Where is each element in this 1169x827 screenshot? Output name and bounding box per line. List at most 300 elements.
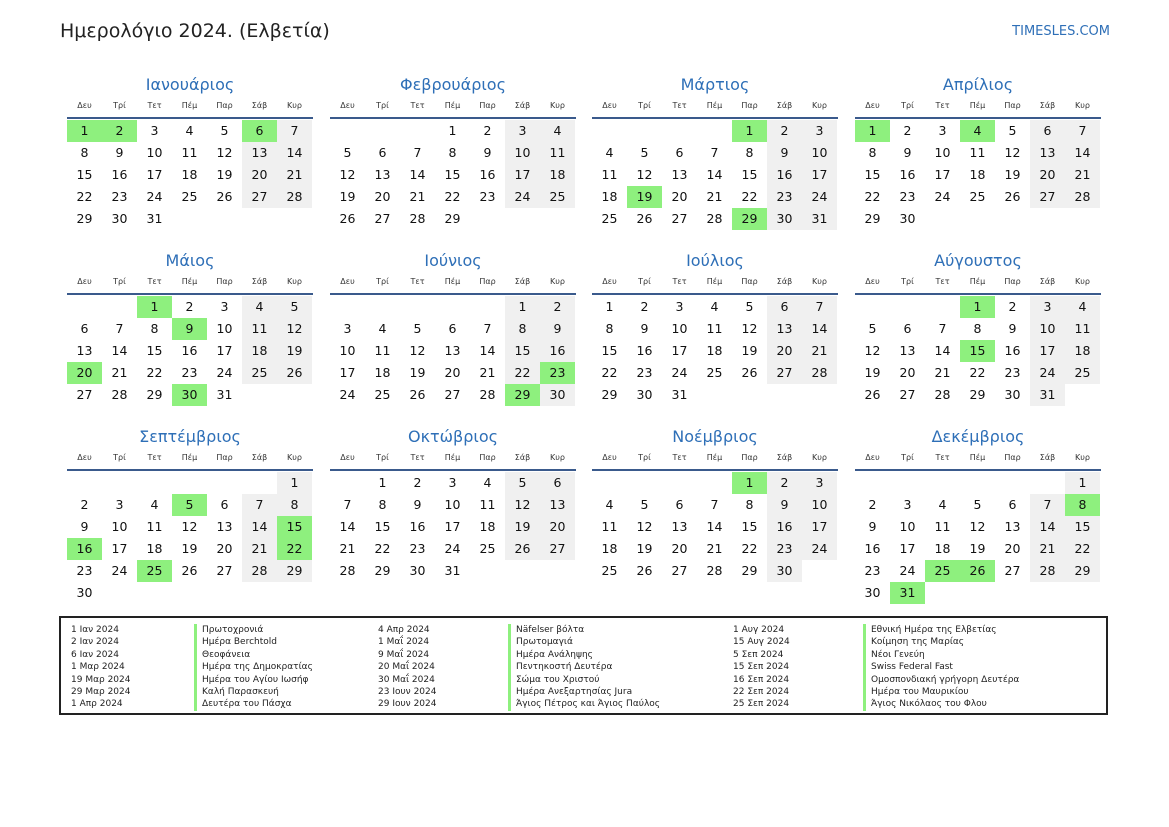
day-cell: 5 bbox=[1008, 123, 1017, 138]
day-cell: 7 bbox=[242, 494, 277, 516]
day-cell: 7 bbox=[343, 497, 352, 512]
day-cell: 8 bbox=[973, 321, 982, 336]
month-block bbox=[330, 426, 576, 582]
weekday-label: Πέμ bbox=[706, 453, 723, 462]
weekday-header bbox=[592, 275, 838, 295]
weekday-label: Τετ bbox=[410, 453, 425, 462]
day-cell: 19 bbox=[969, 541, 986, 556]
day-cell: 24 bbox=[1030, 362, 1065, 384]
day-cell: 28 bbox=[802, 362, 837, 384]
day-cell: 3 bbox=[802, 120, 837, 142]
day-cell: 29 bbox=[1065, 560, 1100, 582]
day-cell: 23 bbox=[409, 541, 426, 556]
empty-cell bbox=[330, 120, 365, 142]
empty-cell bbox=[855, 296, 890, 318]
day-cell: 12 bbox=[277, 318, 312, 340]
day-grid bbox=[855, 296, 1101, 406]
weekday-label: Κυρ bbox=[550, 277, 565, 286]
day-cell: 12 bbox=[864, 343, 881, 358]
weekday-header bbox=[67, 99, 313, 119]
day-cell: 29 bbox=[969, 387, 986, 402]
day-cell: 21 bbox=[111, 365, 128, 380]
day-cell: 15 bbox=[601, 343, 618, 358]
holiday-date: 25 Σεπ 2024 bbox=[733, 699, 790, 710]
weekday-label: Πέμ bbox=[181, 453, 198, 462]
day-cell: 21 bbox=[706, 189, 723, 204]
weekday-label: Τρί bbox=[376, 453, 389, 462]
day-cell: 25 bbox=[181, 189, 198, 204]
day-cell: 28 bbox=[1065, 186, 1100, 208]
weekday-label: Τετ bbox=[410, 101, 425, 110]
day-cell: 12 bbox=[1004, 145, 1021, 160]
day-cell: 4 bbox=[938, 497, 947, 512]
day-cell: 1 bbox=[448, 123, 457, 138]
holiday-name: Καλή Παρασκευή bbox=[194, 686, 313, 698]
holiday-day-cell: 19 bbox=[627, 186, 662, 208]
month-block bbox=[855, 74, 1101, 230]
day-cell: 14 bbox=[1030, 516, 1065, 538]
day-cell: 13 bbox=[444, 343, 461, 358]
holiday-date: 1 Ιαν 2024 bbox=[71, 625, 119, 635]
day-cell: 10 bbox=[802, 142, 837, 164]
day-cell: 17 bbox=[444, 519, 461, 534]
day-cell: 2 bbox=[185, 299, 194, 314]
month-name: Αύγουστος bbox=[934, 251, 1022, 270]
day-cell: 31 bbox=[671, 387, 688, 402]
weekday-label: Παρ bbox=[1004, 277, 1021, 286]
weekday-header bbox=[67, 451, 313, 471]
day-cell: 8 bbox=[277, 494, 312, 516]
day-cell: 27 bbox=[671, 211, 688, 226]
day-cell: 15 bbox=[505, 340, 540, 362]
day-cell: 31 bbox=[146, 211, 163, 226]
day-cell: 23 bbox=[479, 189, 496, 204]
day-cell: 11 bbox=[374, 343, 391, 358]
empty-cell bbox=[242, 472, 277, 494]
day-cell: 18 bbox=[479, 519, 496, 534]
empty-cell bbox=[627, 120, 662, 142]
month-name: Σεπτέμβριος bbox=[139, 427, 241, 446]
empty-cell bbox=[330, 472, 365, 494]
holiday-date: 4 Απρ 2024 bbox=[378, 625, 430, 635]
holiday-name: Άγιος Πέτρος και Άγιος Παύλος bbox=[508, 698, 660, 710]
weekday-label: Κυρ bbox=[812, 453, 827, 462]
holiday-day-cell: 1 bbox=[960, 296, 995, 318]
weekday-label: Σάβ bbox=[514, 101, 531, 110]
day-cell: 1 bbox=[505, 296, 540, 318]
weekday-label: Πέμ bbox=[181, 277, 198, 286]
day-cell: 25 bbox=[969, 189, 986, 204]
weekday-label: Κυρ bbox=[1075, 277, 1090, 286]
day-cell: 27 bbox=[76, 387, 93, 402]
day-cell: 17 bbox=[111, 541, 128, 556]
holiday-date: 15 Σεπ 2024 bbox=[733, 662, 790, 673]
holiday-day-cell: 31 bbox=[890, 582, 925, 604]
holiday-day-cell: 30 bbox=[172, 384, 207, 406]
weekday-header bbox=[592, 451, 838, 471]
day-cell: 15 bbox=[741, 167, 758, 182]
empty-cell bbox=[960, 472, 995, 494]
day-cell: 12 bbox=[636, 167, 653, 182]
day-cell: 12 bbox=[216, 145, 233, 160]
weekday-label: Δευ bbox=[602, 101, 617, 110]
day-cell: 21 bbox=[479, 365, 496, 380]
day-cell: 20 bbox=[374, 189, 391, 204]
page-title: Ημερολόγιο 2024. (Ελβετία) bbox=[60, 20, 330, 42]
day-cell: 2 bbox=[868, 497, 877, 512]
day-cell: 18 bbox=[540, 164, 575, 186]
day-cell: 15 bbox=[444, 167, 461, 182]
weekday-label: Τετ bbox=[935, 453, 950, 462]
day-cell: 24 bbox=[802, 538, 837, 560]
day-cell: 5 bbox=[277, 296, 312, 318]
weekday-label: Τρί bbox=[638, 453, 651, 462]
holiday-day-cell: 9 bbox=[172, 318, 207, 340]
day-grid bbox=[592, 296, 838, 406]
month-name: Νοέμβριος bbox=[672, 427, 758, 446]
day-cell: 7 bbox=[802, 296, 837, 318]
holiday-day-cell: 23 bbox=[540, 362, 575, 384]
day-cell: 27 bbox=[671, 563, 688, 578]
weekday-label: Τρί bbox=[113, 277, 126, 286]
day-cell: 20 bbox=[899, 365, 916, 380]
day-cell: 11 bbox=[706, 321, 723, 336]
day-cell: 22 bbox=[741, 541, 758, 556]
day-cell: 26 bbox=[636, 211, 653, 226]
day-cell: 17 bbox=[1030, 340, 1065, 362]
day-cell: 6 bbox=[1008, 497, 1017, 512]
day-cell: 11 bbox=[479, 497, 496, 512]
day-cell: 5 bbox=[640, 497, 649, 512]
day-cell: 2 bbox=[903, 123, 912, 138]
weekday-label: Παρ bbox=[741, 277, 758, 286]
day-cell: 18 bbox=[934, 541, 951, 556]
holiday-date: 1 Απρ 2024 bbox=[71, 699, 123, 710]
day-cell: 22 bbox=[505, 362, 540, 384]
holiday-day-cell: 15 bbox=[277, 516, 312, 538]
month-block bbox=[67, 74, 313, 230]
day-cell: 24 bbox=[934, 189, 951, 204]
weekday-label: Σάβ bbox=[514, 277, 531, 286]
weekday-label: Σάβ bbox=[776, 453, 793, 462]
month-name: Φεβρουάριος bbox=[400, 75, 506, 94]
holiday-name: Ημέρα Ανάληψης bbox=[508, 649, 660, 661]
day-cell: 23 bbox=[76, 563, 93, 578]
empty-cell bbox=[137, 472, 172, 494]
month-name: Μάρτιος bbox=[680, 75, 750, 94]
holiday-name: Ημέρα του Αγίου Ιωσήφ bbox=[194, 674, 313, 686]
legend-name-column bbox=[194, 624, 313, 711]
day-cell: 9 bbox=[767, 494, 802, 516]
day-cell: 10 bbox=[444, 497, 461, 512]
day-cell: 7 bbox=[1030, 494, 1065, 516]
holiday-date: 1 Μαρ 2024 bbox=[71, 662, 125, 673]
day-cell: 24 bbox=[505, 186, 540, 208]
weekday-label: Τρί bbox=[901, 453, 914, 462]
day-cell: 22 bbox=[76, 189, 93, 204]
weekday-label: Κυρ bbox=[812, 101, 827, 110]
month-block bbox=[592, 250, 838, 406]
day-cell: 12 bbox=[339, 167, 356, 182]
day-cell: 16 bbox=[899, 167, 916, 182]
day-cell: 14 bbox=[1065, 142, 1100, 164]
holiday-day-cell: 1 bbox=[137, 296, 172, 318]
day-cell: 27 bbox=[899, 387, 916, 402]
holiday-day-cell: 16 bbox=[67, 538, 102, 560]
day-cell: 7 bbox=[710, 497, 719, 512]
holiday-day-cell: 15 bbox=[960, 340, 995, 362]
day-cell: 3 bbox=[1030, 296, 1065, 318]
day-cell: 20 bbox=[767, 340, 802, 362]
day-cell: 29 bbox=[444, 211, 461, 226]
day-cell: 14 bbox=[111, 343, 128, 358]
weekday-header bbox=[855, 275, 1101, 295]
day-cell: 23 bbox=[899, 189, 916, 204]
day-cell: 8 bbox=[745, 497, 754, 512]
day-cell: 12 bbox=[409, 343, 426, 358]
day-cell: 11 bbox=[540, 142, 575, 164]
day-cell: 30 bbox=[1004, 387, 1021, 402]
holiday-date: 1 Μαΐ 2024 bbox=[378, 637, 430, 648]
day-cell: 28 bbox=[706, 211, 723, 226]
day-cell: 26 bbox=[181, 563, 198, 578]
day-cell: 5 bbox=[220, 123, 229, 138]
day-cell: 31 bbox=[216, 387, 233, 402]
day-cell: 22 bbox=[741, 189, 758, 204]
day-cell: 3 bbox=[938, 123, 947, 138]
day-cell: 12 bbox=[505, 494, 540, 516]
weekday-label: Τετ bbox=[147, 277, 162, 286]
day-cell: 22 bbox=[864, 189, 881, 204]
day-cell: 13 bbox=[899, 343, 916, 358]
weekday-label: Δευ bbox=[77, 101, 92, 110]
day-cell: 3 bbox=[343, 321, 352, 336]
empty-cell bbox=[470, 296, 505, 318]
empty-cell bbox=[330, 296, 365, 318]
weekday-label: Κυρ bbox=[287, 101, 302, 110]
month-name: Μάιος bbox=[165, 251, 215, 270]
day-cell: 21 bbox=[409, 189, 426, 204]
empty-cell bbox=[1030, 472, 1065, 494]
day-cell: 10 bbox=[1030, 318, 1065, 340]
day-cell: 13 bbox=[216, 519, 233, 534]
empty-cell bbox=[925, 296, 960, 318]
weekday-label: Τρί bbox=[376, 277, 389, 286]
weekday-label: Πέμ bbox=[706, 277, 723, 286]
day-cell: 25 bbox=[601, 211, 618, 226]
day-cell: 30 bbox=[540, 384, 575, 406]
empty-cell bbox=[102, 472, 137, 494]
holiday-date: 15 Αυγ 2024 bbox=[733, 637, 790, 648]
site-link[interactable]: TIMESLES.COM bbox=[1012, 24, 1110, 39]
weekday-label: Παρ bbox=[216, 101, 233, 110]
day-cell: 19 bbox=[636, 541, 653, 556]
weekday-label: Δευ bbox=[865, 101, 880, 110]
day-cell: 19 bbox=[1004, 167, 1021, 182]
empty-cell bbox=[67, 296, 102, 318]
day-cell: 2 bbox=[640, 299, 649, 314]
day-cell: 11 bbox=[146, 519, 163, 534]
holiday-date: 16 Σεπ 2024 bbox=[733, 674, 790, 685]
empty-cell bbox=[592, 472, 627, 494]
day-cell: 5 bbox=[343, 145, 352, 160]
month-name: Οκτώβριος bbox=[407, 427, 498, 446]
holiday-name: Ημέρα της Δημοκρατίας bbox=[194, 661, 313, 673]
empty-cell bbox=[890, 296, 925, 318]
day-cell: 6 bbox=[903, 321, 912, 336]
holiday-name: Näfelser βόλτα bbox=[508, 624, 660, 636]
day-cell: 9 bbox=[767, 142, 802, 164]
day-cell: 6 bbox=[448, 321, 457, 336]
weekday-header bbox=[855, 451, 1101, 471]
empty-cell bbox=[995, 472, 1030, 494]
holiday-name: Ημέρα Ανεξαρτησίας Jura bbox=[508, 686, 660, 698]
holiday-legend bbox=[59, 616, 1108, 715]
day-cell: 3 bbox=[903, 497, 912, 512]
holiday-name: Εθνική Ημέρα της Ελβετίας bbox=[863, 624, 1019, 636]
day-cell: 4 bbox=[150, 497, 159, 512]
empty-cell bbox=[925, 472, 960, 494]
weekday-label: Σάβ bbox=[776, 101, 793, 110]
legend-date-column bbox=[71, 624, 131, 711]
day-cell: 8 bbox=[505, 318, 540, 340]
day-cell: 23 bbox=[864, 563, 881, 578]
weekday-label: Κυρ bbox=[812, 277, 827, 286]
empty-cell bbox=[67, 472, 102, 494]
weekday-label: Πέμ bbox=[969, 453, 986, 462]
day-cell: 24 bbox=[671, 365, 688, 380]
day-cell: 17 bbox=[146, 167, 163, 182]
day-cell: 18 bbox=[1065, 340, 1100, 362]
day-cell: 21 bbox=[802, 340, 837, 362]
day-cell: 29 bbox=[76, 211, 93, 226]
weekday-label: Δευ bbox=[340, 101, 355, 110]
weekday-label: Σάβ bbox=[251, 453, 268, 462]
day-cell: 15 bbox=[864, 167, 881, 182]
day-cell: 10 bbox=[802, 494, 837, 516]
day-cell: 18 bbox=[601, 541, 618, 556]
day-cell: 28 bbox=[409, 211, 426, 226]
empty-cell bbox=[697, 472, 732, 494]
day-cell: 19 bbox=[277, 340, 312, 362]
holiday-date: 19 Μαρ 2024 bbox=[71, 674, 131, 685]
day-cell: 7 bbox=[710, 145, 719, 160]
day-cell: 29 bbox=[146, 387, 163, 402]
day-cell: 9 bbox=[903, 145, 912, 160]
day-cell: 11 bbox=[181, 145, 198, 160]
empty-cell bbox=[365, 296, 400, 318]
day-cell: 1 bbox=[378, 475, 387, 490]
day-cell: 17 bbox=[802, 516, 837, 538]
day-cell: 20 bbox=[540, 516, 575, 538]
weekday-label: Σάβ bbox=[1039, 453, 1056, 462]
day-cell: 20 bbox=[444, 365, 461, 380]
legend-date-column bbox=[733, 624, 790, 711]
empty-cell bbox=[172, 472, 207, 494]
day-cell: 27 bbox=[444, 387, 461, 402]
day-cell: 21 bbox=[277, 164, 312, 186]
day-cell: 6 bbox=[80, 321, 89, 336]
day-cell: 2 bbox=[1008, 299, 1017, 314]
day-grid bbox=[592, 120, 838, 230]
weekday-label: Τετ bbox=[672, 277, 687, 286]
weekday-label: Πέμ bbox=[969, 101, 986, 110]
weekday-label: Τρί bbox=[638, 277, 651, 286]
day-cell: 22 bbox=[969, 365, 986, 380]
holiday-date: 1 Αυγ 2024 bbox=[733, 625, 785, 635]
day-cell: 19 bbox=[181, 541, 198, 556]
day-cell: 4 bbox=[710, 299, 719, 314]
holiday-name: Κοίμηση της Μαρίας bbox=[863, 636, 1019, 648]
day-cell: 30 bbox=[636, 387, 653, 402]
day-cell: 15 bbox=[741, 519, 758, 534]
day-cell: 5 bbox=[505, 472, 540, 494]
weekday-label: Σάβ bbox=[251, 277, 268, 286]
day-cell: 24 bbox=[802, 186, 837, 208]
day-cell: 10 bbox=[505, 142, 540, 164]
day-cell: 17 bbox=[899, 541, 916, 556]
day-cell: 26 bbox=[636, 563, 653, 578]
day-cell: 12 bbox=[741, 321, 758, 336]
day-cell: 25 bbox=[242, 362, 277, 384]
day-cell: 22 bbox=[374, 541, 391, 556]
weekday-label: Τρί bbox=[901, 277, 914, 286]
month-name: Ιούλιος bbox=[686, 251, 744, 270]
weekday-label: Τετ bbox=[672, 101, 687, 110]
weekday-label: Δευ bbox=[340, 277, 355, 286]
weekday-label: Δευ bbox=[865, 277, 880, 286]
day-cell: 23 bbox=[767, 186, 802, 208]
day-cell: 9 bbox=[115, 145, 124, 160]
weekday-label: Παρ bbox=[216, 277, 233, 286]
weekday-label: Δευ bbox=[340, 453, 355, 462]
holiday-day-cell: 29 bbox=[505, 384, 540, 406]
day-cell: 29 bbox=[601, 387, 618, 402]
weekday-label: Σάβ bbox=[1039, 101, 1056, 110]
day-cell: 8 bbox=[745, 145, 754, 160]
weekday-label: Τρί bbox=[901, 101, 914, 110]
day-cell: 7 bbox=[277, 120, 312, 142]
day-cell: 2 bbox=[413, 475, 422, 490]
day-cell: 13 bbox=[767, 318, 802, 340]
holiday-day-cell: 1 bbox=[855, 120, 890, 142]
day-cell: 29 bbox=[374, 563, 391, 578]
holiday-name: Πεντηκοστή Δευτέρα bbox=[508, 661, 660, 673]
day-cell: 14 bbox=[277, 142, 312, 164]
holiday-day-cell: 25 bbox=[925, 560, 960, 582]
day-cell: 11 bbox=[601, 167, 618, 182]
day-cell: 22 bbox=[146, 365, 163, 380]
day-cell: 24 bbox=[216, 365, 233, 380]
weekday-label: Παρ bbox=[741, 453, 758, 462]
day-cell: 13 bbox=[1030, 142, 1065, 164]
day-cell: 28 bbox=[706, 563, 723, 578]
weekday-label: Παρ bbox=[479, 453, 496, 462]
day-cell: 4 bbox=[378, 321, 387, 336]
holiday-day-cell: 1 bbox=[732, 120, 767, 142]
weekday-header bbox=[592, 99, 838, 119]
empty-cell bbox=[400, 296, 435, 318]
weekday-label: Κυρ bbox=[1075, 453, 1090, 462]
day-cell: 28 bbox=[934, 387, 951, 402]
day-cell: 2 bbox=[540, 296, 575, 318]
day-cell: 25 bbox=[1065, 362, 1100, 384]
day-cell: 14 bbox=[802, 318, 837, 340]
day-cell: 18 bbox=[181, 167, 198, 182]
day-cell: 9 bbox=[413, 497, 422, 512]
month-block bbox=[330, 74, 576, 230]
holiday-name: Ημέρα του Μαυρικίου bbox=[863, 686, 1019, 698]
